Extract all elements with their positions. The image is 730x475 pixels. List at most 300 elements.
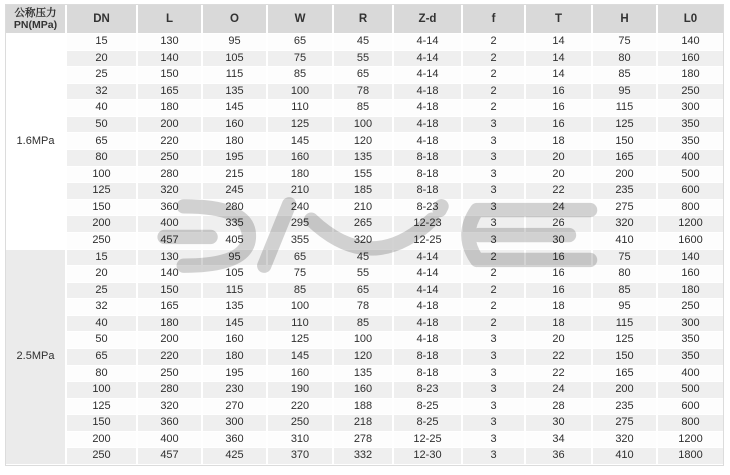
table-cell: 140 <box>658 250 723 267</box>
table-cell: 15 <box>67 34 138 51</box>
table-cell: 24 <box>526 382 593 399</box>
table-cell: 105 <box>203 51 268 68</box>
table-cell: 600 <box>658 399 723 416</box>
table-cell: 360 <box>138 200 203 217</box>
table-cell: 65 <box>67 133 138 150</box>
table-cell: 12-30 <box>394 448 463 465</box>
table-row <box>6 133 723 150</box>
table-cell: 160 <box>658 266 723 283</box>
table-cell: 210 <box>268 183 334 200</box>
table-cell: 410 <box>593 448 658 465</box>
table-cell: 160 <box>334 382 394 399</box>
table-cell: 65 <box>67 349 138 366</box>
table-cell: 245 <box>203 183 268 200</box>
table-cell: 100 <box>67 167 138 184</box>
table-cell: 8-23 <box>394 382 463 399</box>
table-cell: 50 <box>67 332 138 349</box>
table-cell: 20 <box>67 51 138 68</box>
table-cell: 300 <box>203 415 268 432</box>
spec-table-container <box>5 4 723 466</box>
table-cell: 95 <box>593 299 658 316</box>
table-cell: 355 <box>268 233 334 250</box>
table-cell: 100 <box>334 117 394 134</box>
table-cell: 160 <box>203 332 268 349</box>
table-cell: 130 <box>138 250 203 267</box>
table-cell: 235 <box>593 183 658 200</box>
table-row <box>6 299 723 316</box>
table-cell: 4-14 <box>394 67 463 84</box>
table-cell: 250 <box>138 150 203 167</box>
table-cell: 40 <box>67 316 138 333</box>
table-cell: 20 <box>67 266 138 283</box>
table-row <box>6 399 723 416</box>
column-header-h: H <box>593 5 658 34</box>
table-cell: 310 <box>268 432 334 449</box>
header-row <box>6 5 723 34</box>
table-cell: 45 <box>334 250 394 267</box>
table-cell: 180 <box>138 316 203 333</box>
table-row <box>6 67 723 84</box>
table-cell: 100 <box>268 299 334 316</box>
table-row <box>6 100 723 117</box>
table-row <box>6 283 723 300</box>
table-cell: 22 <box>526 183 593 200</box>
table-cell: 2 <box>463 283 526 300</box>
table-cell: 80 <box>67 150 138 167</box>
table-cell: 500 <box>658 382 723 399</box>
table-cell: 335 <box>203 216 268 233</box>
table-cell: 115 <box>203 67 268 84</box>
table-cell: 2 <box>463 34 526 51</box>
table-row <box>6 233 723 250</box>
table-cell: 65 <box>268 250 334 267</box>
table-cell: 8-18 <box>394 167 463 184</box>
table-cell: 280 <box>138 382 203 399</box>
table-cell: 25 <box>67 283 138 300</box>
table-row <box>6 366 723 383</box>
table-cell: 14 <box>526 51 593 68</box>
table-cell: 2 <box>463 266 526 283</box>
table-cell: 3 <box>463 332 526 349</box>
table-cell: 350 <box>658 133 723 150</box>
table-cell: 180 <box>268 167 334 184</box>
table-cell: 32 <box>67 84 138 101</box>
table-cell: 3 <box>463 448 526 465</box>
column-header-dn: DN <box>67 5 138 34</box>
table-cell: 3 <box>463 366 526 383</box>
table-cell: 4-18 <box>394 117 463 134</box>
table-cell: 300 <box>658 100 723 117</box>
table-cell: 200 <box>593 167 658 184</box>
table-cell: 3 <box>463 133 526 150</box>
table-cell: 145 <box>268 349 334 366</box>
table-cell: 4-18 <box>394 316 463 333</box>
table-body <box>6 34 723 465</box>
pressure-cell: 1.6MPa <box>6 34 67 250</box>
table-cell: 4-14 <box>394 266 463 283</box>
table-cell: 16 <box>526 283 593 300</box>
table-cell: 14 <box>526 34 593 51</box>
table-cell: 3 <box>463 150 526 167</box>
table-cell: 180 <box>138 100 203 117</box>
table-cell: 135 <box>334 150 394 167</box>
column-header-l0: L0 <box>658 5 723 34</box>
table-cell: 3 <box>463 216 526 233</box>
table-cell: 425 <box>203 448 268 465</box>
table-cell: 3 <box>463 183 526 200</box>
table-cell: 85 <box>334 316 394 333</box>
table-cell: 1200 <box>658 216 723 233</box>
table-cell: 18 <box>526 316 593 333</box>
table-cell: 110 <box>268 100 334 117</box>
table-cell: 2 <box>463 299 526 316</box>
table-row <box>6 117 723 134</box>
table-row <box>6 150 723 167</box>
table-cell: 320 <box>138 183 203 200</box>
table-cell: 16 <box>526 100 593 117</box>
table-cell: 360 <box>138 415 203 432</box>
table-cell: 800 <box>658 200 723 217</box>
table-cell: 8-23 <box>394 200 463 217</box>
table-cell: 235 <box>593 399 658 416</box>
table-cell: 8-25 <box>394 415 463 432</box>
table-cell: 278 <box>334 432 394 449</box>
table-row <box>6 167 723 184</box>
table-cell: 12-25 <box>394 432 463 449</box>
table-cell: 105 <box>203 266 268 283</box>
table-row <box>6 448 723 465</box>
table-cell: 150 <box>593 349 658 366</box>
table-cell: 3 <box>463 432 526 449</box>
table-cell: 16 <box>526 250 593 267</box>
table-row <box>6 432 723 449</box>
table-cell: 350 <box>658 349 723 366</box>
table-cell: 165 <box>138 299 203 316</box>
table-cell: 215 <box>203 167 268 184</box>
table-cell: 218 <box>334 415 394 432</box>
table-cell: 135 <box>334 366 394 383</box>
table-row <box>6 316 723 333</box>
table-cell: 4-18 <box>394 332 463 349</box>
table-cell: 120 <box>334 133 394 150</box>
column-header-r: R <box>334 5 394 34</box>
table-cell: 280 <box>203 200 268 217</box>
table-cell: 115 <box>593 316 658 333</box>
table-cell: 85 <box>593 283 658 300</box>
table-cell: 2 <box>463 67 526 84</box>
table-cell: 200 <box>138 332 203 349</box>
table-cell: 220 <box>138 349 203 366</box>
table-cell: 100 <box>334 332 394 349</box>
table-cell: 40 <box>67 100 138 117</box>
table-row <box>6 51 723 68</box>
table-cell: 125 <box>593 117 658 134</box>
table-cell: 332 <box>334 448 394 465</box>
table-cell: 3 <box>463 233 526 250</box>
table-cell: 195 <box>203 150 268 167</box>
table-cell: 457 <box>138 448 203 465</box>
table-cell: 150 <box>593 133 658 150</box>
table-cell: 165 <box>593 366 658 383</box>
table-row <box>6 200 723 217</box>
table-cell: 265 <box>334 216 394 233</box>
table-cell: 165 <box>138 84 203 101</box>
column-header-o: O <box>203 5 268 34</box>
table-cell: 295 <box>268 216 334 233</box>
table-cell: 125 <box>67 183 138 200</box>
table-cell: 75 <box>268 266 334 283</box>
table-cell: 370 <box>268 448 334 465</box>
table-cell: 15 <box>67 250 138 267</box>
table-cell: 3 <box>463 167 526 184</box>
table-cell: 36 <box>526 448 593 465</box>
table-cell: 25 <box>67 67 138 84</box>
table-cell: 78 <box>334 299 394 316</box>
table-cell: 50 <box>67 117 138 134</box>
table-cell: 145 <box>203 100 268 117</box>
table-cell: 75 <box>593 34 658 51</box>
table-cell: 8-18 <box>394 349 463 366</box>
table-cell: 130 <box>138 34 203 51</box>
table-cell: 180 <box>203 349 268 366</box>
table-row <box>6 332 723 349</box>
table-cell: 2 <box>463 316 526 333</box>
table-cell: 18 <box>526 299 593 316</box>
table-cell: 34 <box>526 432 593 449</box>
table-cell: 95 <box>203 250 268 267</box>
table-cell: 65 <box>334 283 394 300</box>
table-cell: 78 <box>334 84 394 101</box>
table-cell: 1600 <box>658 233 723 250</box>
table-cell: 2 <box>463 51 526 68</box>
table-cell: 28 <box>526 399 593 416</box>
table-cell: 350 <box>658 332 723 349</box>
table-cell: 275 <box>593 415 658 432</box>
table-cell: 125 <box>67 399 138 416</box>
table-cell: 280 <box>138 167 203 184</box>
table-cell: 350 <box>658 117 723 134</box>
table-cell: 220 <box>268 399 334 416</box>
table-cell: 20 <box>526 167 593 184</box>
table-cell: 115 <box>593 100 658 117</box>
table-cell: 120 <box>334 349 394 366</box>
table-cell: 400 <box>658 150 723 167</box>
table-cell: 405 <box>203 233 268 250</box>
table-cell: 2 <box>463 84 526 101</box>
table-cell: 140 <box>138 51 203 68</box>
table-cell: 95 <box>203 34 268 51</box>
table-cell: 250 <box>67 233 138 250</box>
table-cell: 150 <box>67 415 138 432</box>
table-cell: 220 <box>138 133 203 150</box>
table-cell: 275 <box>593 200 658 217</box>
table-cell: 55 <box>334 266 394 283</box>
table-cell: 180 <box>658 67 723 84</box>
table-cell: 3 <box>463 382 526 399</box>
table-row <box>6 382 723 399</box>
table-cell: 240 <box>268 200 334 217</box>
table-cell: 16 <box>526 84 593 101</box>
table-cell: 4-18 <box>394 100 463 117</box>
table-cell: 210 <box>334 200 394 217</box>
table-cell: 145 <box>203 316 268 333</box>
table-cell: 65 <box>334 67 394 84</box>
table-cell: 4-14 <box>394 51 463 68</box>
table-cell: 4-18 <box>394 133 463 150</box>
column-header-t: T <box>526 5 593 34</box>
table-cell: 160 <box>268 366 334 383</box>
column-header-z-d: Z-d <box>394 5 463 34</box>
corner-header-pressure <box>6 5 67 34</box>
table-cell: 200 <box>593 382 658 399</box>
table-cell: 45 <box>334 34 394 51</box>
table-cell: 8-25 <box>394 399 463 416</box>
table-cell: 400 <box>138 216 203 233</box>
table-cell: 1800 <box>658 448 723 465</box>
table-cell: 3 <box>463 117 526 134</box>
table-cell: 100 <box>268 84 334 101</box>
table-cell: 3 <box>463 399 526 416</box>
table-cell: 16 <box>526 117 593 134</box>
table-cell: 250 <box>268 415 334 432</box>
table-cell: 95 <box>593 84 658 101</box>
table-cell: 100 <box>67 382 138 399</box>
corner-header-line1: 公称压力 <box>14 6 57 19</box>
table-cell: 85 <box>268 283 334 300</box>
table-cell: 20 <box>526 150 593 167</box>
table-cell: 22 <box>526 349 593 366</box>
table-cell: 3 <box>463 415 526 432</box>
table-cell: 8-18 <box>394 183 463 200</box>
table-row <box>6 266 723 283</box>
table-cell: 200 <box>138 117 203 134</box>
table-cell: 360 <box>203 432 268 449</box>
table-cell: 320 <box>593 216 658 233</box>
table-cell: 65 <box>268 34 334 51</box>
table-cell: 24 <box>526 200 593 217</box>
table-row <box>6 34 723 51</box>
table-cell: 2 <box>463 100 526 117</box>
table-cell: 270 <box>203 399 268 416</box>
table-cell: 250 <box>67 448 138 465</box>
table-cell: 600 <box>658 183 723 200</box>
table-cell: 115 <box>203 283 268 300</box>
table-cell: 150 <box>67 200 138 217</box>
table-cell: 180 <box>203 133 268 150</box>
table-row <box>6 349 723 366</box>
table-cell: 165 <box>593 150 658 167</box>
table-cell: 150 <box>138 283 203 300</box>
table-cell: 12-23 <box>394 216 463 233</box>
table-cell: 20 <box>526 332 593 349</box>
table-cell: 110 <box>268 316 334 333</box>
column-header-w: W <box>268 5 334 34</box>
table-row <box>6 415 723 432</box>
table-cell: 85 <box>268 67 334 84</box>
table-cell: 125 <box>593 332 658 349</box>
table-cell: 85 <box>334 100 394 117</box>
table-cell: 125 <box>268 117 334 134</box>
table-cell: 200 <box>67 432 138 449</box>
valve-dimension-table <box>5 4 724 466</box>
column-header-f: f <box>463 5 526 34</box>
table-cell: 800 <box>658 415 723 432</box>
table-cell: 4-18 <box>394 84 463 101</box>
table-cell: 4-14 <box>394 250 463 267</box>
table-cell: 75 <box>593 250 658 267</box>
table-cell: 16 <box>526 266 593 283</box>
table-cell: 3 <box>463 349 526 366</box>
table-row <box>6 84 723 101</box>
table-cell: 400 <box>658 366 723 383</box>
pressure-cell: 2.5MPa <box>6 250 67 466</box>
table-cell: 12-25 <box>394 233 463 250</box>
table-cell: 185 <box>334 183 394 200</box>
table-cell: 32 <box>67 299 138 316</box>
table-cell: 4-14 <box>394 34 463 51</box>
table-cell: 26 <box>526 216 593 233</box>
table-row <box>6 216 723 233</box>
table-cell: 30 <box>526 233 593 250</box>
table-cell: 180 <box>658 283 723 300</box>
table-cell: 80 <box>67 366 138 383</box>
table-cell: 250 <box>658 84 723 101</box>
table-cell: 200 <box>67 216 138 233</box>
table-cell: 160 <box>203 117 268 134</box>
table-row <box>6 183 723 200</box>
corner-header-line2: PN(MPa) <box>13 19 58 31</box>
table-cell: 80 <box>593 51 658 68</box>
table-cell: 300 <box>658 316 723 333</box>
table-cell: 250 <box>138 366 203 383</box>
table-cell: 500 <box>658 167 723 184</box>
table-cell: 85 <box>593 67 658 84</box>
table-cell: 188 <box>334 399 394 416</box>
table-cell: 250 <box>658 299 723 316</box>
table-cell: 4-14 <box>394 283 463 300</box>
column-header-l: L <box>138 5 203 34</box>
table-cell: 190 <box>268 382 334 399</box>
table-cell: 457 <box>138 233 203 250</box>
table-cell: 400 <box>138 432 203 449</box>
table-row <box>6 250 723 267</box>
table-cell: 155 <box>334 167 394 184</box>
table-cell: 80 <box>593 266 658 283</box>
table-cell: 125 <box>268 332 334 349</box>
table-cell: 320 <box>334 233 394 250</box>
table-cell: 75 <box>268 51 334 68</box>
table-cell: 4-18 <box>394 299 463 316</box>
table-cell: 150 <box>138 67 203 84</box>
table-cell: 1200 <box>658 432 723 449</box>
table-cell: 140 <box>138 266 203 283</box>
table-cell: 8-18 <box>394 366 463 383</box>
table-cell: 320 <box>138 399 203 416</box>
table-cell: 320 <box>593 432 658 449</box>
table-cell: 140 <box>658 34 723 51</box>
table-cell: 410 <box>593 233 658 250</box>
table-cell: 2 <box>463 250 526 267</box>
table-cell: 160 <box>268 150 334 167</box>
table-cell: 30 <box>526 415 593 432</box>
table-cell: 3 <box>463 200 526 217</box>
table-cell: 135 <box>203 299 268 316</box>
table-cell: 8-18 <box>394 150 463 167</box>
table-cell: 135 <box>203 84 268 101</box>
table-cell: 14 <box>526 67 593 84</box>
table-cell: 18 <box>526 133 593 150</box>
table-cell: 55 <box>334 51 394 68</box>
